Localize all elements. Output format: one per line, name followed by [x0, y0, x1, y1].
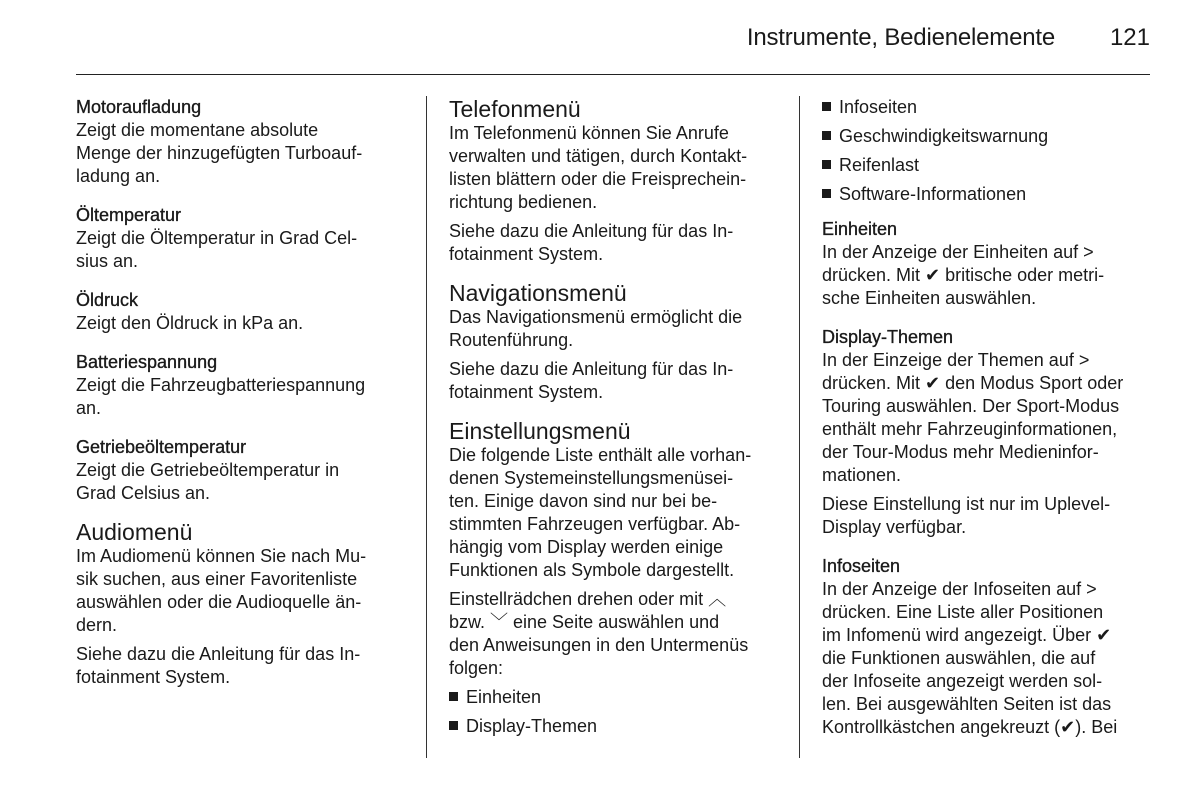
text-line: Routenführung. [449, 330, 574, 350]
text-line: im Infomenü wird angezeigt. Über ✔ [822, 625, 1112, 645]
list-item-label: Software-Informationen [839, 184, 1027, 204]
bullet-square-icon [822, 102, 831, 111]
text-line: ten. Einige davon sind nur bei be- [449, 491, 718, 511]
section-title: Getriebeöltemperatur [76, 437, 247, 457]
text-line: Menge der hinzugefügten Turboauf- [76, 143, 363, 163]
list-item-label: Geschwindigkeitswarnung [839, 126, 1049, 146]
list-item-label: Reifenlast [839, 155, 920, 175]
text-line: Zeigt die Getriebeöltemperatur in [76, 460, 340, 480]
text-line: drücken. Mit ✔ britische oder metri- [822, 265, 1105, 285]
paragraph [449, 122, 784, 214]
column-divider [426, 96, 427, 758]
text-line: ladung an. [76, 166, 161, 186]
section-oeldruck [76, 289, 406, 335]
section-einstellungsmenue [449, 418, 784, 738]
text-line: den Anweisungen in den Untermenüs [449, 635, 749, 655]
section-title: Infoseiten [822, 556, 901, 576]
list-item-label: Display-Themen [466, 716, 598, 736]
section-display-themen [822, 326, 1157, 539]
text-line: sche Einheiten auswählen. [822, 288, 1037, 308]
text-line: sius an. [76, 251, 139, 271]
bullet-square-icon [822, 189, 831, 198]
text-line: In der Anzeige der Infoseiten auf > [822, 579, 1097, 599]
text-line: mationen. [822, 465, 902, 485]
list-item [822, 96, 1157, 119]
text-line: In der Anzeige der Einheiten auf > [822, 242, 1094, 262]
text-line: denen Systemeinstellungsmenüsei- [449, 468, 734, 488]
section-title: Einheiten [822, 219, 898, 239]
text-line: enthält mehr Fahrzeuginformationen, [822, 419, 1118, 439]
section-batteriespannung [76, 351, 406, 420]
section-heading: Audiomenü [76, 519, 193, 545]
paragraph [449, 358, 784, 404]
section-telefonmenue [449, 96, 784, 266]
list-item [822, 183, 1157, 206]
list-item-label: Infoseiten [839, 97, 918, 117]
text-line: Siehe dazu die Anleitung für das In- [449, 221, 734, 241]
column-divider [799, 96, 800, 758]
text-line: Im Telefonmenü können Sie Anrufe [449, 123, 729, 143]
text-line: len. Bei ausgewählten Seiten ist das [822, 694, 1112, 714]
text-line: fotainment System. [76, 667, 231, 687]
text-line: listen blättern oder die Freisprechein- [449, 169, 747, 189]
paragraph [449, 444, 784, 582]
page-header-title: Instrumente, Bedienelemente [746, 24, 1055, 51]
text-line: an. [76, 398, 102, 418]
column-3 [822, 96, 1157, 739]
settings-list [449, 686, 784, 738]
text-line: Grad Celsius an. [76, 483, 211, 503]
section-title: Öldruck [76, 290, 139, 310]
text-line: bzw. ﹀ eine Seite auswählen und [449, 612, 720, 632]
text-line: Zeigt den Öldruck in kPa an. [76, 313, 304, 333]
text-line: verwalten und tätigen, durch Kontakt- [449, 146, 748, 166]
text-line: Diese Einstellung ist nur im Uplevel- [822, 494, 1111, 514]
text-line: drücken. Eine Liste aller Positionen [822, 602, 1104, 622]
text-line: Zeigt die Öltemperatur in Grad Cel- [76, 228, 358, 248]
page-number: 121 [1109, 24, 1150, 51]
paragraph [76, 643, 406, 689]
section-title: Batteriespannung [76, 352, 218, 372]
bullet-square-icon [449, 692, 458, 701]
section-title: Öltemperatur [76, 205, 182, 225]
paragraph [822, 349, 1157, 487]
text-line: Die folgende Liste enthält alle vorhan- [449, 445, 752, 465]
list-item-label: Einheiten [466, 687, 542, 707]
section-navigationsmenue [449, 280, 784, 404]
header-rule [76, 74, 1150, 75]
section-audiomenue [76, 519, 406, 689]
text-line: richtung bedienen. [449, 192, 598, 212]
text-line: hängig vom Display werden einige [449, 537, 724, 557]
section-title: Motoraufladung [76, 97, 202, 117]
section-motoraufladung [76, 96, 406, 188]
text-line: stimmten Fahrzeugen verfügbar. Ab- [449, 514, 741, 534]
text-line: drücken. Mit ✔ den Modus Sport oder [822, 373, 1124, 393]
section-heading: Telefonmenü [449, 96, 581, 122]
text-line: Siehe dazu die Anleitung für das In- [449, 359, 734, 379]
text-line: Das Navigationsmenü ermöglicht die [449, 307, 743, 327]
column-1 [76, 96, 406, 695]
text-line: fotainment System. [449, 382, 604, 402]
bullet-square-icon [449, 721, 458, 730]
section-oeltemperatur [76, 204, 406, 273]
paragraph [822, 493, 1157, 539]
text-line: der Tour-Modus mehr Medieninfor- [822, 442, 1099, 462]
text-line: Display verfügbar. [822, 517, 967, 537]
section-heading: Navigationsmenü [449, 280, 627, 306]
text-line: Zeigt die Fahrzeugbatteriespannung [76, 375, 366, 395]
text-line: Touring auswählen. Der Sport-Modus [822, 396, 1120, 416]
paragraph [76, 545, 406, 637]
paragraph [449, 588, 784, 680]
list-item [449, 686, 784, 709]
list-item [822, 154, 1157, 177]
list-item [822, 125, 1157, 148]
text-line: dern. [76, 615, 118, 635]
bullet-square-icon [822, 160, 831, 169]
section-infoseiten [822, 555, 1157, 739]
bullet-square-icon [822, 131, 831, 140]
text-line: Siehe dazu die Anleitung für das In- [76, 644, 361, 664]
text-line: Zeigt die momentane absolute [76, 120, 319, 140]
section-heading: Einstellungsmenü [449, 418, 631, 444]
text-line: Funktionen als Symbole dargestellt. [449, 560, 735, 580]
text-line: Kontrollkästchen angekreuzt (✔). Bei [822, 717, 1118, 737]
column-2 [449, 96, 784, 744]
section-title: Display-Themen [822, 327, 954, 347]
text-line: sik suchen, aus einer Favoritenliste [76, 569, 358, 589]
text-line: Einstellrädchen drehen oder mit ︿ [449, 589, 727, 609]
text-line: Im Audiomenü können Sie nach Mu- [76, 546, 367, 566]
paragraph [449, 306, 784, 352]
settings-list-continued [822, 96, 1157, 206]
paragraph [449, 220, 784, 266]
text-line: fotainment System. [449, 244, 604, 264]
list-item [449, 715, 784, 738]
text-line: der Infoseite angezeigt werden sol- [822, 671, 1103, 691]
text-line: die Funktionen auswählen, die auf [822, 648, 1096, 668]
section-einheiten [822, 218, 1157, 310]
text-line: In der Einzeige der Themen auf > [822, 350, 1090, 370]
text-line: auswählen oder die Audioquelle än- [76, 592, 362, 612]
text-line: folgen: [449, 658, 504, 678]
section-getriebeoeltemperatur [76, 436, 406, 505]
